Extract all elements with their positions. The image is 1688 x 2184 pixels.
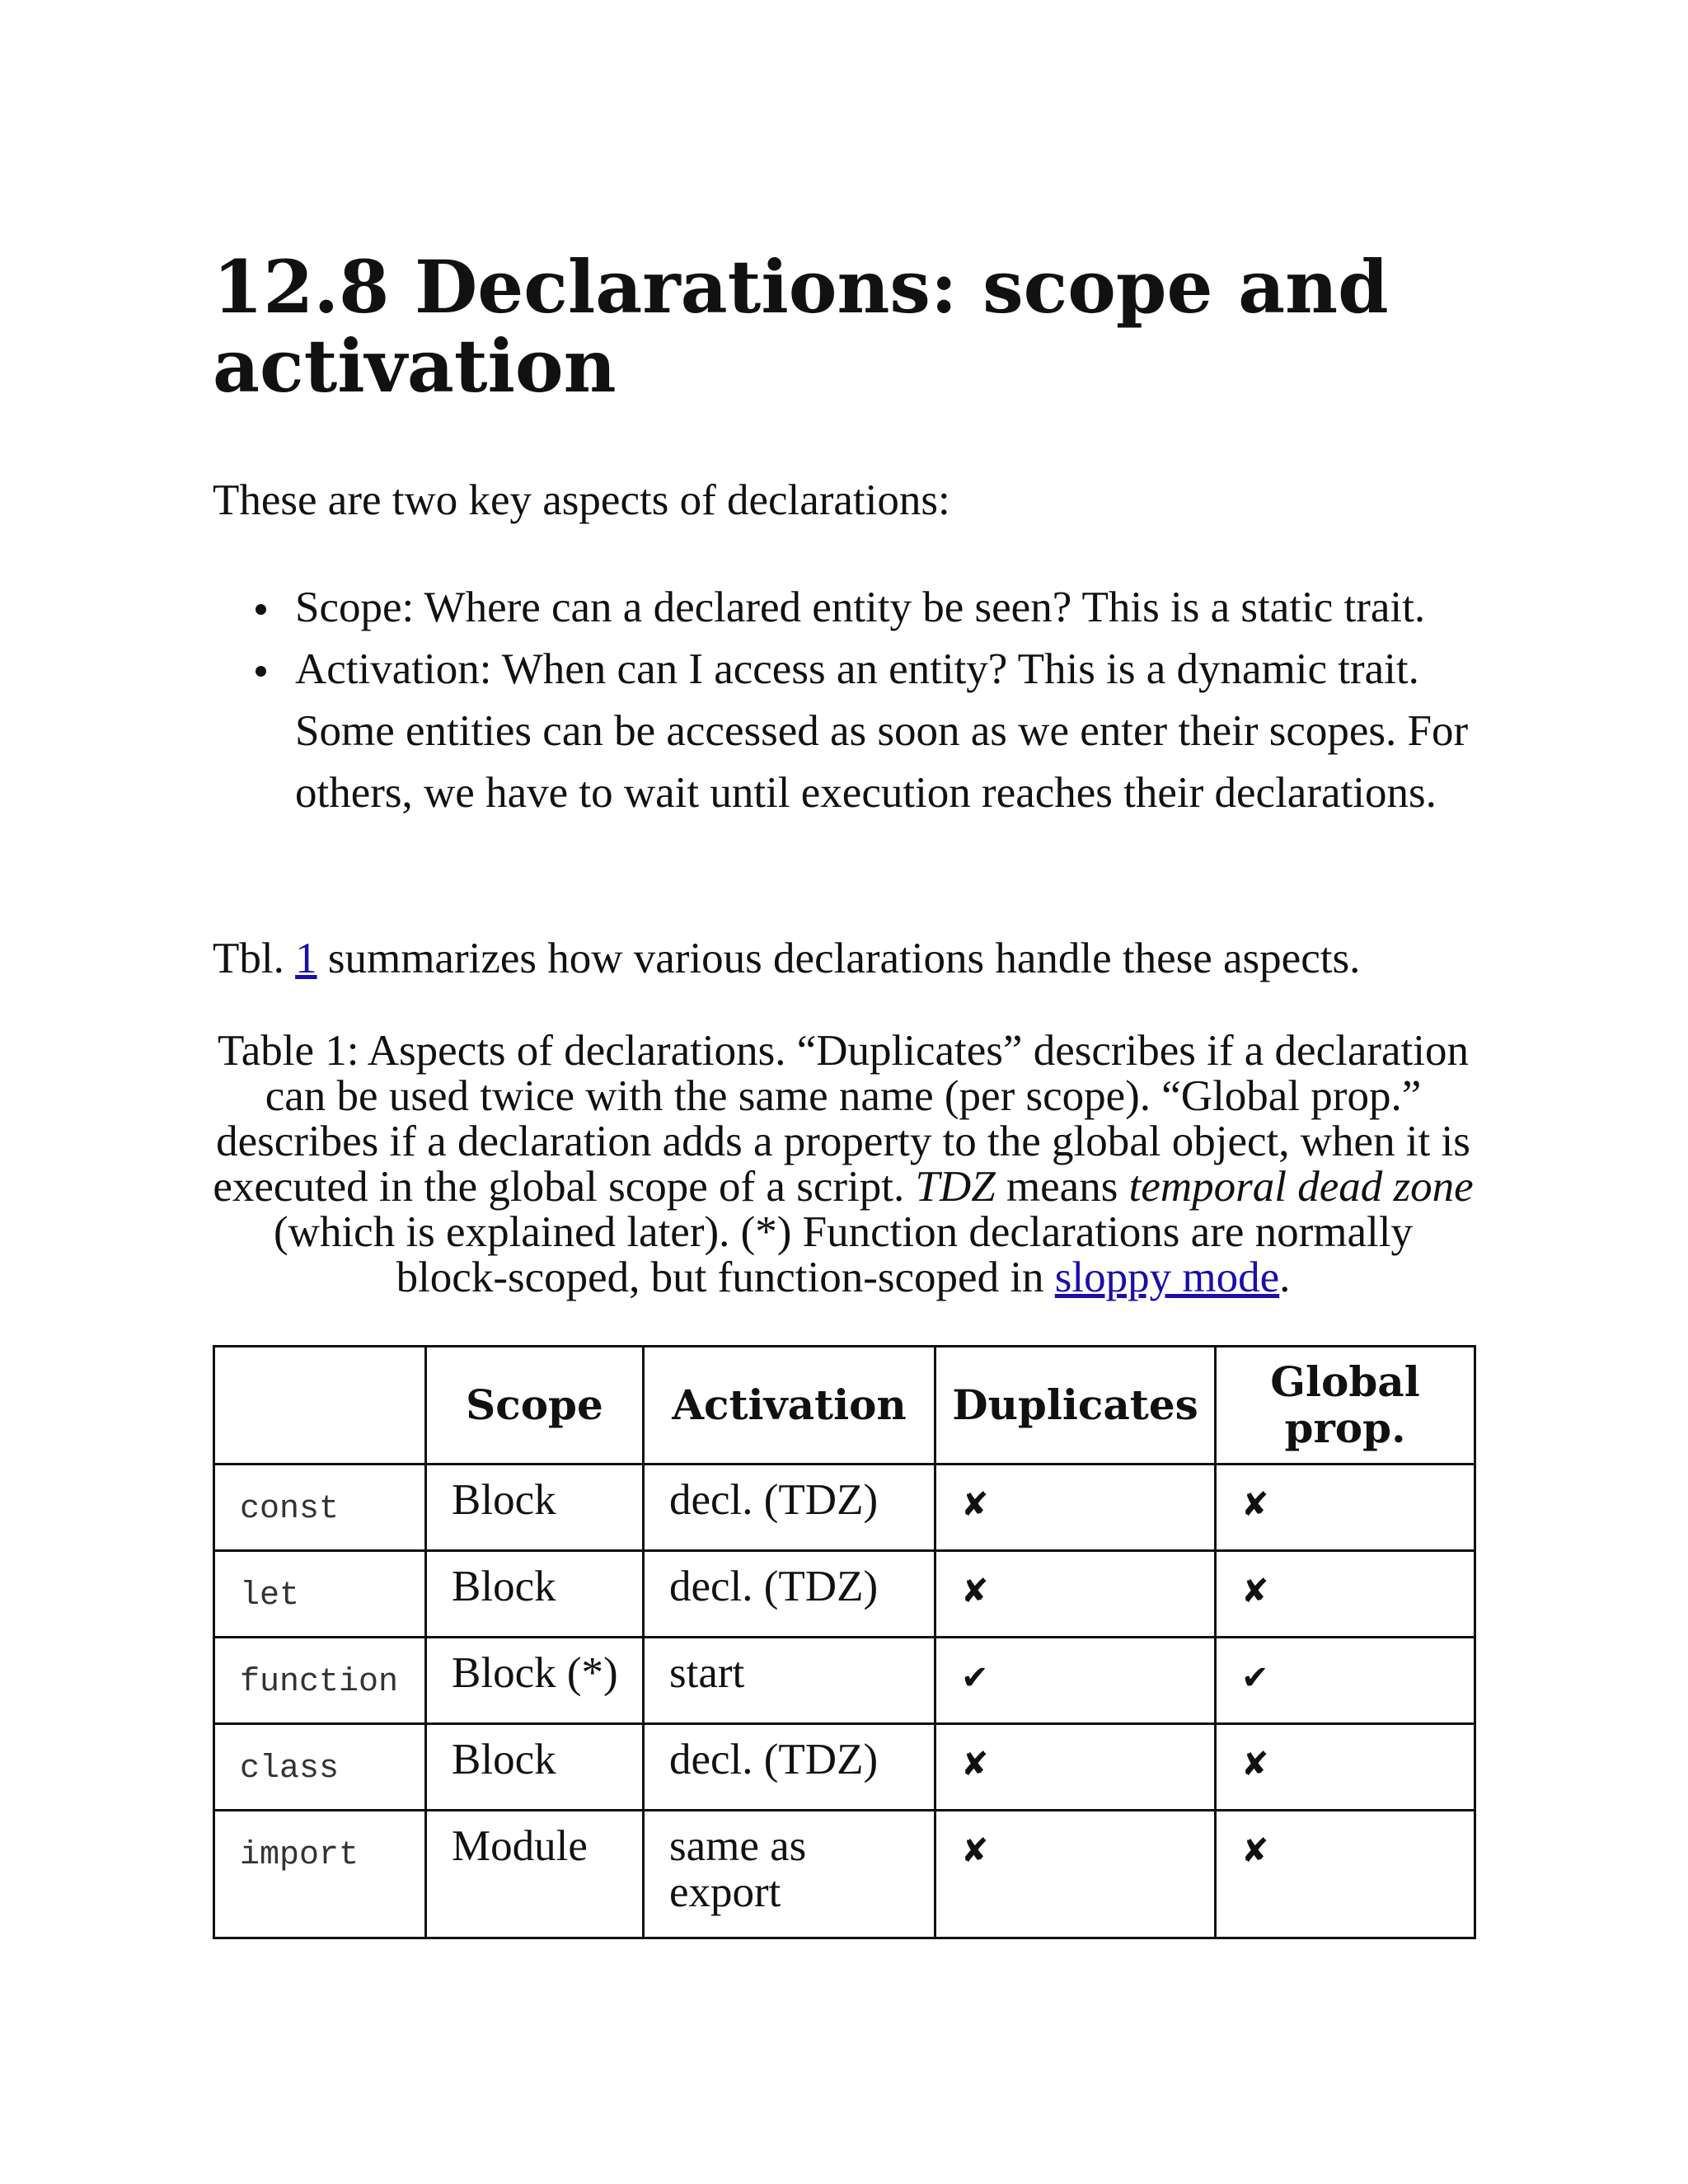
cell-duplicates-cross-icon: ✘ bbox=[935, 1465, 1216, 1551]
declarations-table bbox=[213, 1345, 1476, 1939]
cell-duplicates-cross-icon: ✘ bbox=[935, 1724, 1216, 1811]
caption-term-full: temporal dead zone bbox=[1128, 1163, 1474, 1211]
cell-scope: Block bbox=[426, 1724, 644, 1811]
list-item-scope bbox=[213, 577, 1498, 639]
cell-declaration: const bbox=[214, 1465, 426, 1551]
header-cell-empty bbox=[214, 1347, 426, 1465]
cell-declaration: import bbox=[214, 1811, 426, 1938]
cell-global-cross-icon: ✘ bbox=[1216, 1811, 1475, 1938]
cell-global-cross-icon: ✘ bbox=[1216, 1551, 1475, 1638]
intro-paragraph: These are two key aspects of declarations: bbox=[213, 476, 950, 524]
section-heading: 12.8 Declarations: scope and activation bbox=[213, 244, 1389, 409]
summary-suffix: summarizes how various declarations handle these aspects. bbox=[316, 935, 1361, 982]
cell-duplicates-cross-icon: ✘ bbox=[935, 1551, 1216, 1638]
table-caption bbox=[213, 1029, 1474, 1301]
table-row bbox=[214, 1465, 1475, 1551]
cell-scope: Block bbox=[426, 1465, 644, 1551]
cell-scope: Block bbox=[426, 1551, 644, 1638]
header-cell-scope: Scope bbox=[426, 1347, 644, 1465]
caption-text: Table 1: Aspects of declarations. “Duplicates” describes if a declaration can be used twice with the same name (per scope). “Global prop.” describes if a declaration adds a property to the global object, when it is executed in the global scope of a script. bbox=[213, 1027, 1470, 1211]
bullet-icon bbox=[256, 604, 266, 615]
table-header-row bbox=[214, 1347, 1475, 1465]
header-cell-duplicates: Duplicates bbox=[935, 1347, 1216, 1465]
sloppy-mode-link[interactable]: sloppy mode bbox=[1054, 1254, 1280, 1301]
cell-global-cross-icon: ✘ bbox=[1216, 1724, 1475, 1811]
cell-duplicates-cross-icon: ✘ bbox=[935, 1811, 1216, 1938]
caption-end: . bbox=[1279, 1254, 1291, 1301]
cell-activation: decl. (TDZ) bbox=[644, 1551, 935, 1638]
table-row bbox=[214, 1724, 1475, 1811]
table-row bbox=[214, 1551, 1475, 1638]
cell-declaration: class bbox=[214, 1724, 426, 1811]
cell-activation: same as export bbox=[644, 1811, 935, 1938]
cell-scope: Module bbox=[426, 1811, 644, 1938]
cell-declaration: let bbox=[214, 1551, 426, 1638]
cell-activation: start bbox=[644, 1638, 935, 1724]
table-row bbox=[214, 1638, 1475, 1724]
cell-global-check-icon: ✔ bbox=[1216, 1638, 1475, 1724]
cell-global-cross-icon: ✘ bbox=[1216, 1465, 1475, 1551]
caption-term-tdz: TDZ bbox=[915, 1163, 996, 1211]
header-cell-activation: Activation bbox=[644, 1347, 935, 1465]
list-item-text: Activation: When can I access an entity? This is a dynamic trait. Some entities can be accessed as soon as we enter their scopes. For others, we have to wait until execution reaches their declarations. bbox=[295, 645, 1469, 817]
cell-activation: decl. (TDZ) bbox=[644, 1465, 935, 1551]
list-item-activation bbox=[213, 639, 1498, 824]
cell-activation: decl. (TDZ) bbox=[644, 1724, 935, 1811]
cell-declaration: function bbox=[214, 1638, 426, 1724]
caption-means: means bbox=[995, 1163, 1129, 1211]
cell-scope: Block (*) bbox=[426, 1638, 644, 1724]
summary-paragraph bbox=[213, 928, 1498, 990]
table-row bbox=[214, 1811, 1475, 1938]
list-item-text: Scope: Where can a declared entity be seen? This is a static trait. bbox=[295, 583, 1426, 631]
summary-prefix: Tbl. bbox=[213, 935, 296, 982]
aspects-list bbox=[213, 577, 1498, 824]
table-ref-link[interactable]: 1 bbox=[295, 935, 317, 982]
cell-duplicates-check-icon: ✔ bbox=[935, 1638, 1216, 1724]
header-cell-global-prop: Global prop. bbox=[1216, 1347, 1475, 1465]
caption-text-2: (which is explained later). (*) Function declarations are normally block-scoped, but function-scoped in bbox=[274, 1208, 1413, 1301]
bullet-icon bbox=[256, 666, 266, 677]
